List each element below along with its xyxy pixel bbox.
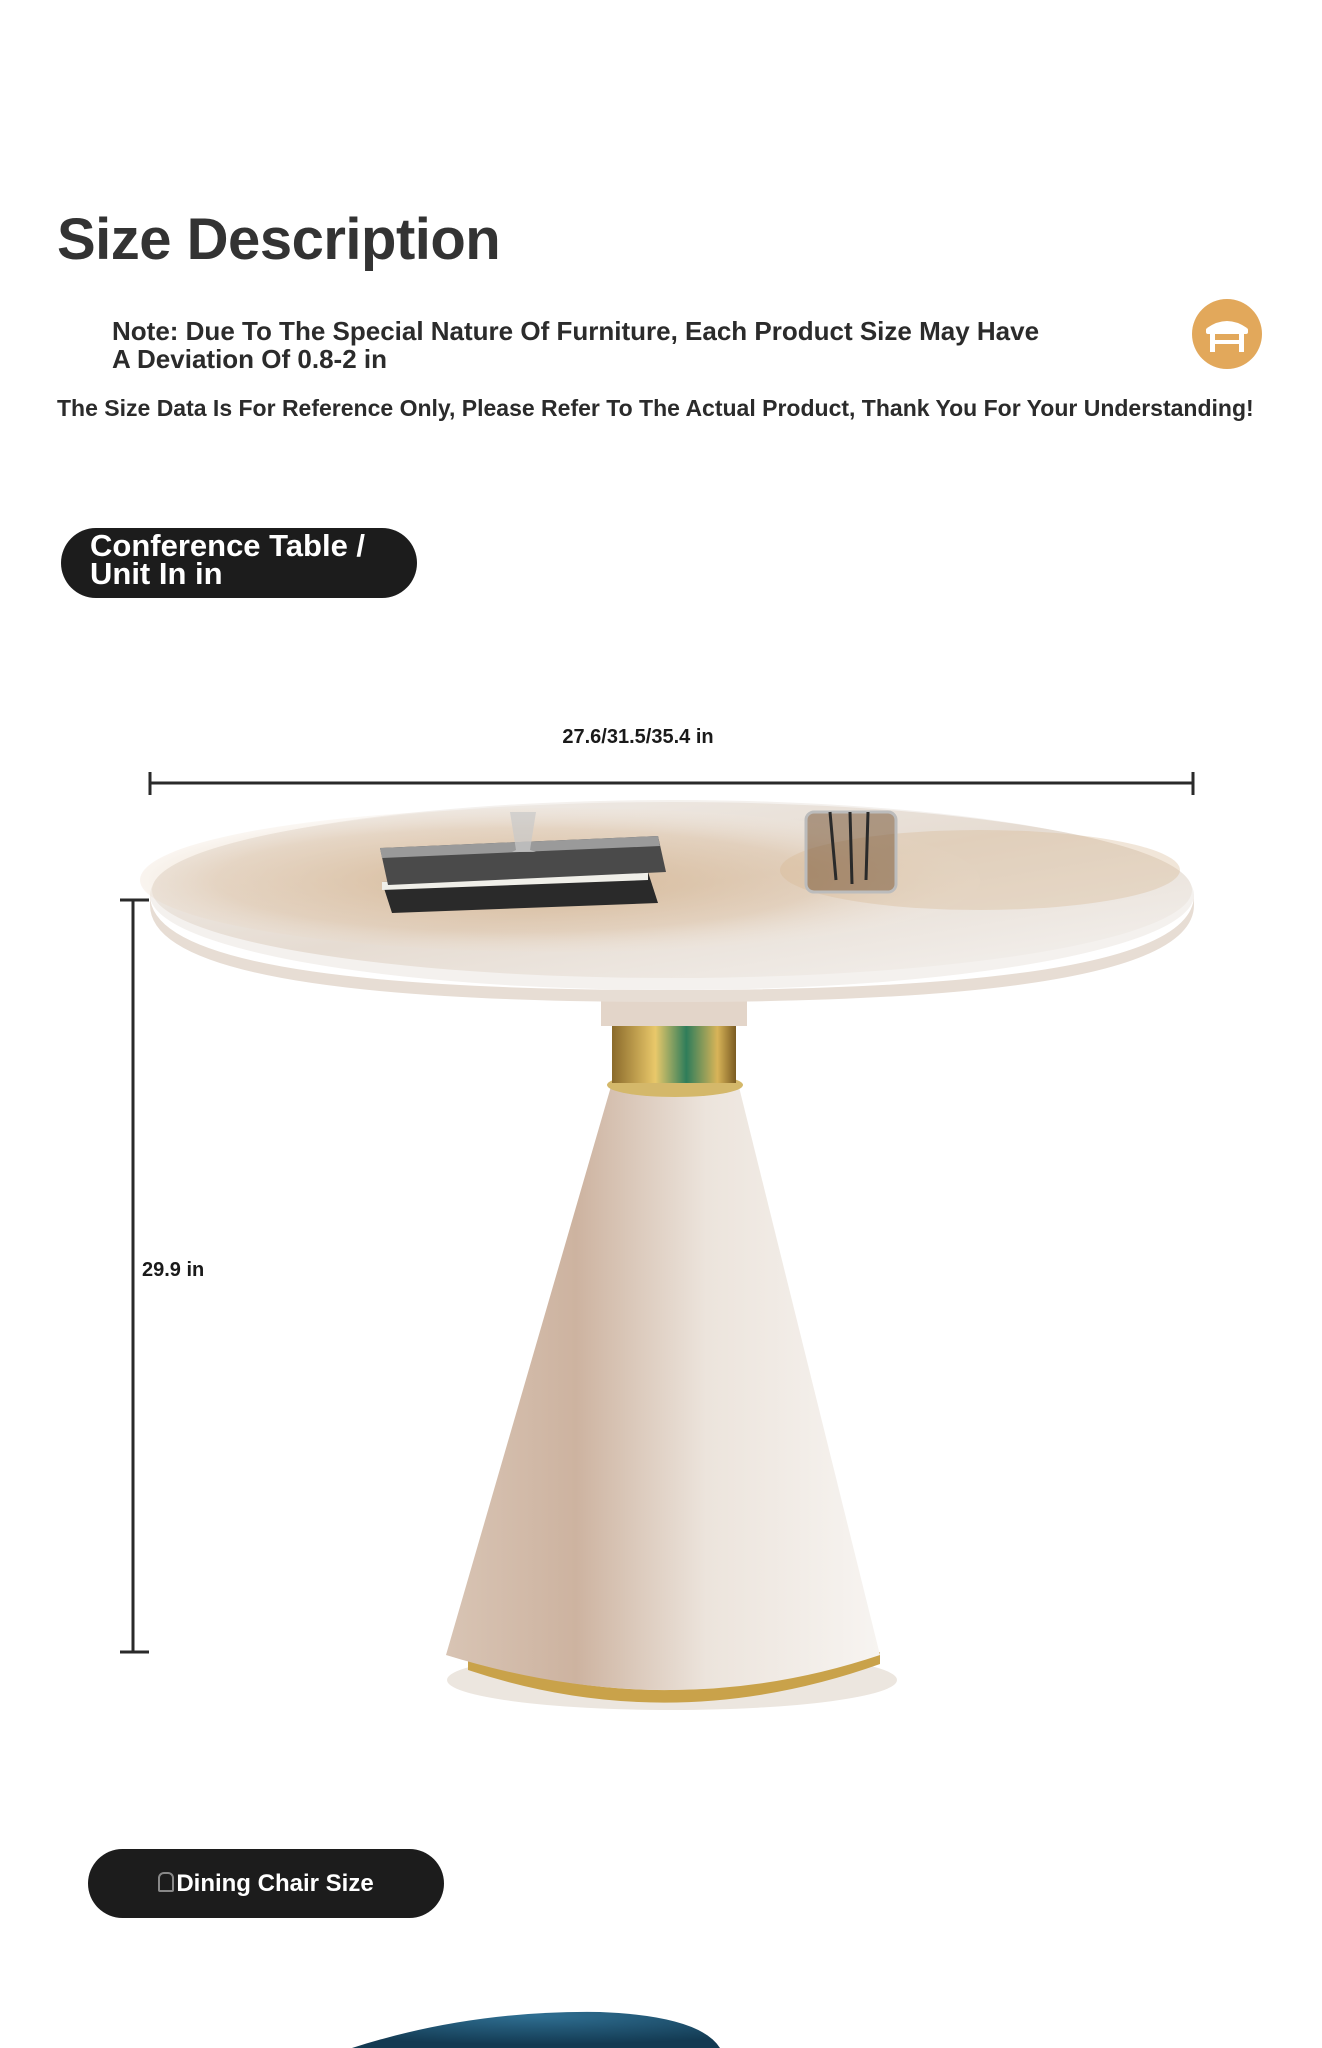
page-title: Size Description (57, 207, 501, 272)
deviation-note: Note: Due To The Special Nature Of Furniture, Each Product Size May Have A Deviation Of 0.8-2 in (112, 316, 1040, 374)
dining-chair-label: Dining Chair Size (176, 1870, 374, 1897)
conference-table-heading: Conference Table / Unit In in (61, 528, 417, 598)
reference-note: The Size Data Is For Reference Only, Please Refer To The Actual Product, Thank You For Your Understanding! (57, 395, 1254, 421)
chair-icon (158, 1872, 174, 1892)
dining-chair-heading (88, 1849, 444, 1918)
width-dimension-line (150, 772, 1193, 795)
width-label: 27.6/31.5/35.4 in (562, 726, 714, 748)
chair-preview (352, 2012, 720, 2048)
height-label: 29.9 in (142, 1259, 205, 1281)
table-icon (1191, 298, 1263, 370)
table-top (140, 800, 1194, 1002)
table-base (446, 990, 897, 1710)
